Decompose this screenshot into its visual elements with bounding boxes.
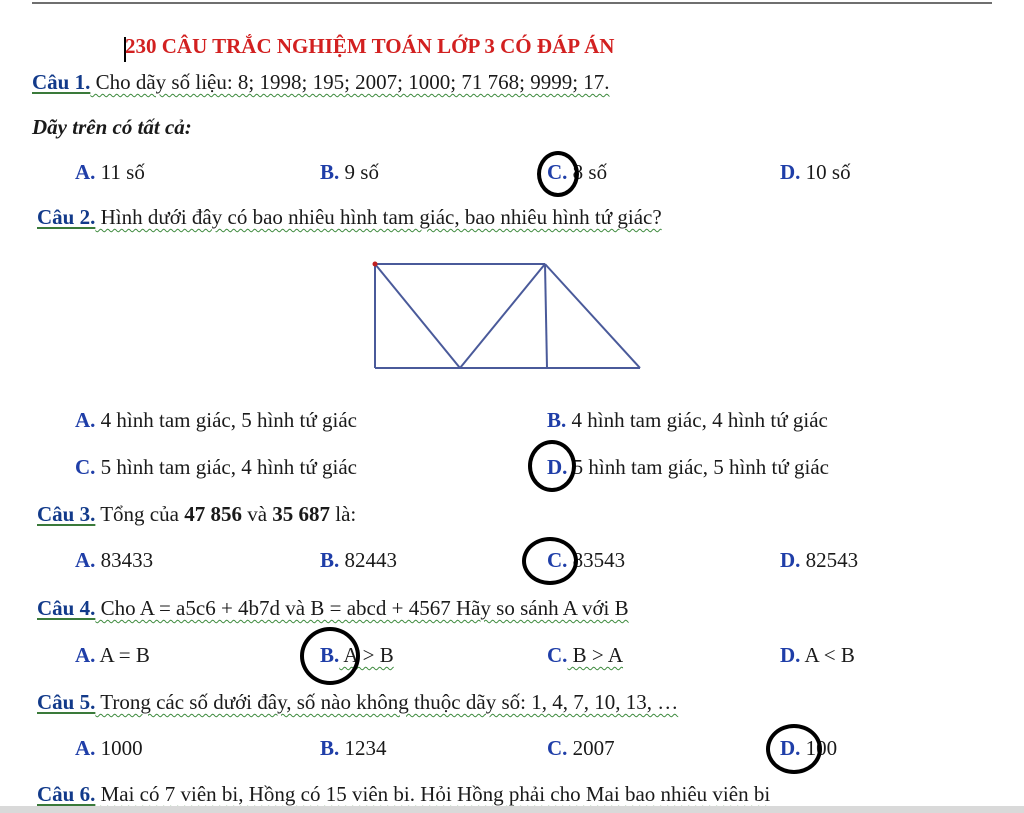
q3-option-a[interactable]: A. 83433 [75,548,154,572]
question-2 [37,205,662,230]
question-1-subtext: Dãy trên có tất cả: [32,115,192,139]
question-6 [37,782,770,807]
q1-option-b[interactable]: B. 9 số [320,160,379,184]
question-6-text: Mai có 7 viên bi, Hồng có 15 viên bi. Hỏi Hồng phải cho Mai bao nhiêu viên bi [95,782,771,806]
q1-answer-circle [537,151,579,197]
q2-answer-circle [528,440,576,492]
question-1-label: Câu 1. [32,70,91,94]
q4-answer-circle [300,627,360,685]
question-5 [37,690,678,715]
q3-option-c[interactable]: C. 83543 [547,548,626,572]
question-4-text: Cho A = a5c6 + 4b7d và B = abcd + 4567 Hãy so sánh A với B [95,596,629,620]
question-6-label: Câu 6. [37,782,96,806]
question-1 [32,70,610,95]
q4-option-b[interactable]: B. A > B [320,643,394,667]
status-bar-edge [0,806,1024,813]
q1-option-c[interactable]: C. 8 số [547,160,608,184]
figure-diagonal-2 [460,264,545,368]
question-2-label: Câu 2. [37,205,96,229]
q4-option-d[interactable]: D. A < B [780,643,855,667]
question-1-text: Cho dãy số liệu: 8; 1998; 195; 2007; 1000; 71 768; 9999; 17. [90,70,610,94]
question-3-label: Câu 3. [37,502,96,526]
question-3: Câu 3. Tổng của 47 856 và 35 687 là: [37,502,357,526]
q4-option-a[interactable]: A. A = B [75,643,150,667]
question-4 [37,596,629,621]
q1-option-a[interactable]: A. 11 số [75,160,145,184]
q1-option-d[interactable]: D. 10 số [780,160,851,184]
question-4-label: Câu 4. [37,596,96,620]
q2-option-c[interactable]: C. 5 hình tam giác, 4 hình tứ giác [75,455,357,479]
question-5-label: Câu 5. [37,690,96,714]
q5-option-c[interactable]: C. 2007 [547,736,615,760]
figure-vertical [545,264,547,368]
q5-option-b[interactable]: B. 1234 [320,736,387,760]
document-title: 230 CÂU TRẮC NGHIỆM TOÁN LỚP 3 CÓ ĐÁP ÁN [125,34,615,58]
q2-option-a[interactable]: A. 4 hình tam giác, 5 hình tứ giác [75,408,357,432]
q3-answer-circle [522,537,578,585]
q3-option-b[interactable]: B. 82443 [320,548,398,572]
top-rule [32,2,992,4]
figure-diagonal-1 [375,264,460,368]
question-5-text: Trong các số dưới đây, số nào không thuộc dãy số: 1, 4, 7, 10, 13, … [95,690,679,714]
figure-diagonal-3 [545,264,640,368]
q3-number-2: 35 687 [272,502,331,526]
q3-option-d[interactable]: D. 82543 [780,548,859,572]
q5-option-d[interactable]: D. 100 [780,736,838,760]
triangle-quadrilateral-figure [360,254,650,374]
question-2-text: Hình dưới đây có bao nhiêu hình tam giác, bao nhiêu hình tứ giác? [95,205,662,229]
figure-vertex-dot [373,262,378,267]
q5-answer-circle [766,724,822,774]
q3-number-1: 47 856 [184,502,242,526]
q5-option-a[interactable]: A. 1000 [75,736,143,760]
q2-option-b[interactable]: B. 4 hình tam giác, 4 hình tứ giác [547,408,828,432]
q2-option-d[interactable]: D. 5 hình tam giác, 5 hình tứ giác [547,455,829,479]
q4-option-c[interactable]: C. B > A [547,643,624,667]
